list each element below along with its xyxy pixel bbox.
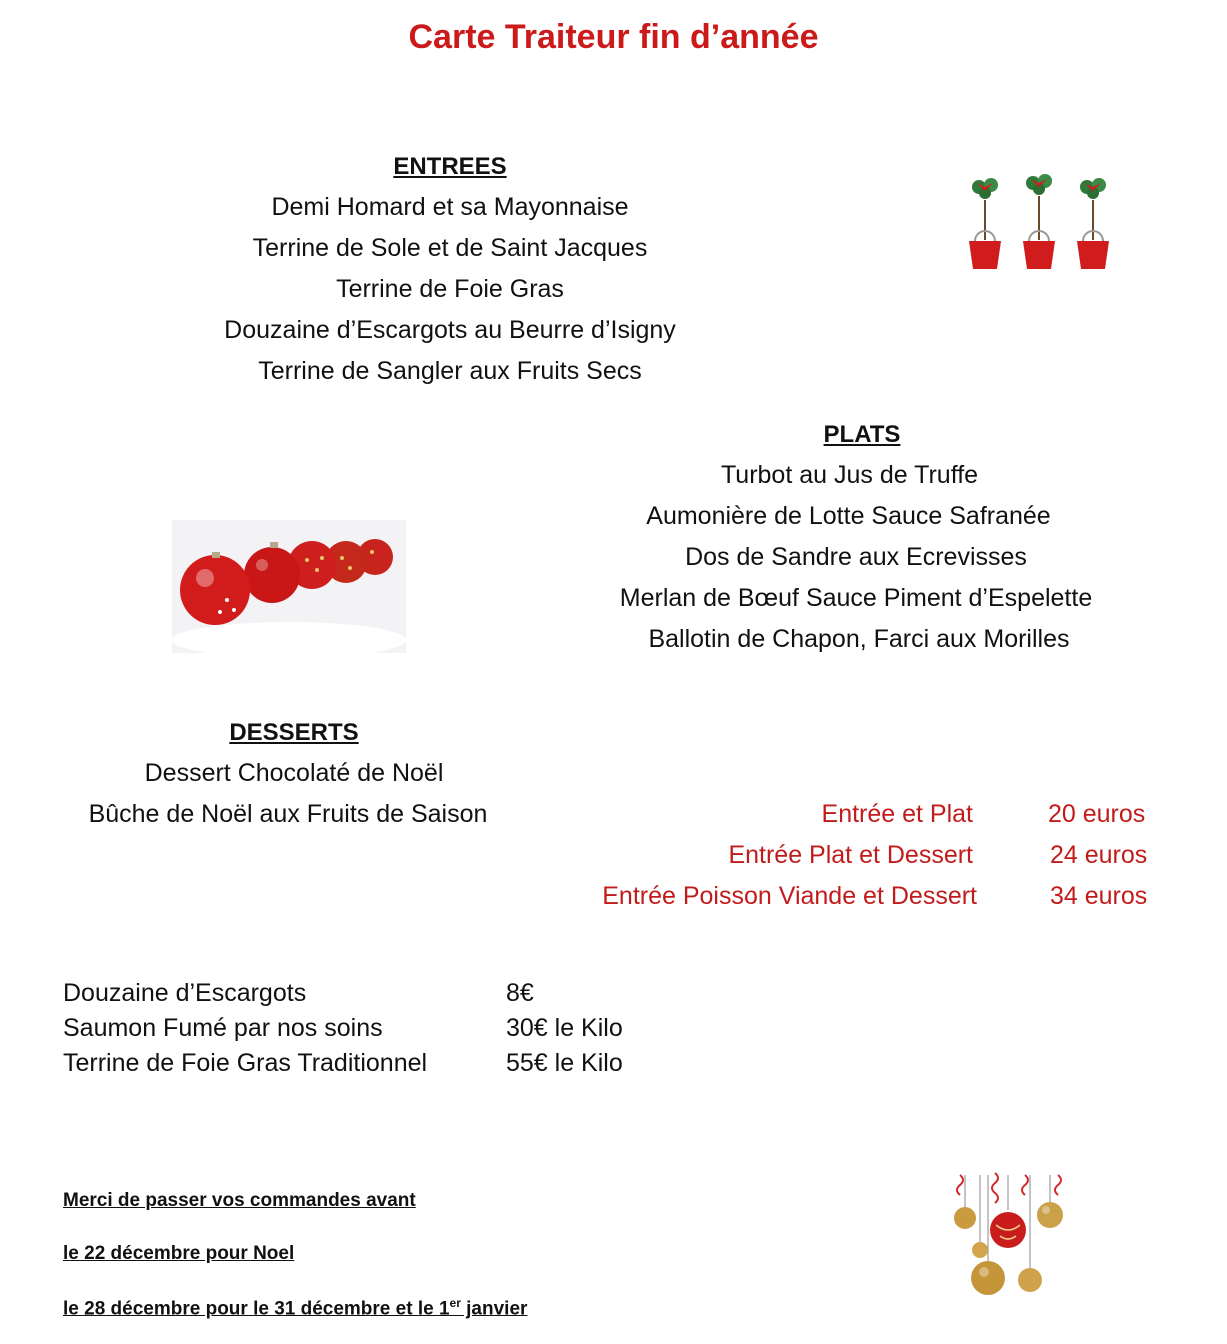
extra-row xyxy=(63,976,763,1011)
entree-item: Douzaine d’Escargots au Beurre d’Isigny xyxy=(224,316,676,344)
formule-row xyxy=(0,835,1227,876)
plat-item: Merlan de Bœuf Sauce Piment d’Espelette xyxy=(619,584,1093,612)
entrees-heading: ENTREES xyxy=(393,153,507,180)
extra-price: 55€ le Kilo xyxy=(506,1049,623,1077)
desserts-heading: DESSERTS xyxy=(229,719,359,746)
potted-topiary-trio-icon xyxy=(955,165,1125,275)
formules-list xyxy=(0,794,1227,917)
formule-label: Entrée Plat et Dessert xyxy=(728,841,973,869)
dessert-item: Dessert Chocolaté de Noël xyxy=(144,759,444,787)
formule-row xyxy=(0,876,1227,917)
extra-name: Douzaine d’Escargots xyxy=(63,979,307,1007)
formule-price: 34 euros xyxy=(1050,882,1148,910)
order-note-line-3-sup: er xyxy=(449,1296,461,1310)
order-note-line-1: Merci de passer vos commandes avant xyxy=(63,1190,416,1211)
extra-row xyxy=(63,1046,763,1081)
dessert-item: Bûche de Noël aux Fruits de Saison xyxy=(88,800,488,828)
extra-name: Terrine de Foie Gras Traditionnel xyxy=(63,1049,428,1077)
extra-price: 30€ le Kilo xyxy=(506,1014,623,1042)
extras-list xyxy=(63,976,763,1081)
entrees-section xyxy=(150,146,750,392)
hanging-ornaments-streamers-icon xyxy=(940,1170,1080,1310)
formule-label: Entrée et Plat xyxy=(821,800,973,828)
plat-item: Dos de Sandre aux Ecrevisses xyxy=(685,543,1027,571)
plats-section xyxy=(562,414,1162,660)
entree-item: Terrine de Sole et de Saint Jacques xyxy=(252,234,648,262)
entree-item: Terrine de Foie Gras xyxy=(336,275,564,303)
plats-heading: PLATS xyxy=(823,421,901,448)
extra-price: 8€ xyxy=(506,979,534,1007)
page-title: Carte Traiteur fin d’année xyxy=(408,18,819,56)
christmas-baubles-row-icon xyxy=(172,520,406,653)
entree-item: Terrine de Sangler aux Fruits Secs xyxy=(258,357,642,385)
plat-item: Ballotin de Chapon, Farci aux Morilles xyxy=(648,625,1070,653)
formule-label: Entrée Poisson Viande et Dessert xyxy=(602,882,977,910)
order-note-line-2: le 22 décembre pour Noel xyxy=(63,1243,295,1264)
plat-item: Aumonière de Lotte Sauce Safranée xyxy=(646,502,1051,530)
formule-price: 20 euros xyxy=(1048,800,1146,828)
entree-item: Demi Homard et sa Mayonnaise xyxy=(271,193,629,221)
order-note-line-3-suffix: janvier xyxy=(460,1298,528,1320)
extra-name: Saumon Fumé par nos soins xyxy=(63,1014,383,1042)
order-note-line-3 xyxy=(63,1296,527,1320)
formule-row xyxy=(0,794,1227,835)
formule-price: 24 euros xyxy=(1050,841,1148,869)
extra-row xyxy=(63,1011,763,1046)
plat-item: Turbot au Jus de Truffe xyxy=(720,461,979,489)
order-note-line-3-prefix: le 28 décembre pour le 31 décembre et le 1 xyxy=(63,1298,450,1320)
